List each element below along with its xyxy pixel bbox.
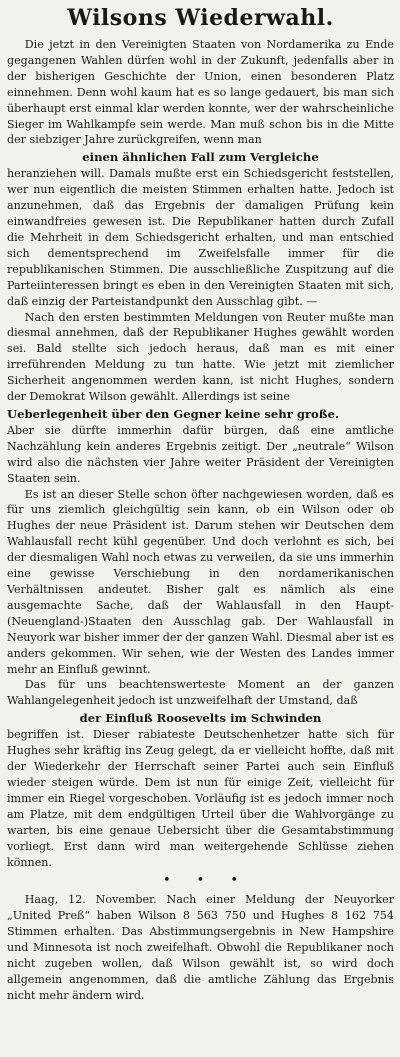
divider-dot: •: [230, 873, 264, 889]
subheading-1: einen ähnlichen Fall zum Vergleiche: [82, 150, 319, 165]
subheading-3: der Einfluß Roosevelts im Schwinden: [79, 711, 322, 726]
divider-dot: •: [196, 873, 231, 889]
paragraph-5: Es ist an dieser Stelle schon öfter nachgewiesen worden, daß es für uns ziemlich gleichgültig sein kann, ob ein Wilson oder ob Hughes der neue Präsident ist. Darum stehen wir Deutschen dem Wahlausfall recht kühl gegenüber. Und doch verlohnt es sich, bei der diesmaligen Wahl noch etwas zu verweilen, da sie uns immerhin eine gewisse Verschiebung in den nordamerikanischen Verhältnissen andeutet. Bisher galt es nämlich als eine ausgemachte Sache, daß der Wahlausfall in den Haupt-(Neuengland-)Staaten den Ausschlag gab. Der Wahlausfall in Neuyork war bisher immer der der ganzen Wahl. Diesmal aber ist es anders gekommen. Wir sehen, wie der Westen des Landes immer mehr an Einfluß gewinnt.: [7, 487, 394, 676]
paragraph-3: Nach den ersten bestimmten Meldungen von Reuter mußte man diesmal annehmen, daß der Republikaner Hughes gewählt worden sei. Bald stellte sich jedoch heraus, daß man es mit einer irreführenden Meldung zu tun hatte. Wie jetzt mit ziemlicher Sicherheit angenommen werden kann, ist nicht Hughes, sondern der Demokrat Wilson gewählt. Allerdings ist seine: [7, 310, 394, 404]
paragraph-4: Aber sie dürfte immerhin dafür bürgen, daß eine amtliche Nachzählung kein anderes Ergebnis zeitigt. Der „neutrale“ Wilson wird also die nächsten vier Jahre weiter Präsident der Vereinigten Staaten sein.: [7, 423, 394, 485]
subheading-2: Ueberlegenheit über den Gegner keine sehr große.: [7, 406, 340, 421]
telegram-paragraph: Haag, 12. November. Nach einer Meldung der Neuyorker „United Preß“ haben Wilson 8 563 750 und Hughes 8 162 754 Stimmen erhalten. Das Abstimmungsergebnis in New Hampshire und Minnesota ist noch zweifelhaft. Obwohl die Republikaner noch nicht zugeben wollen, daß Wilson gewählt ist, so wird doch allgemein angenommen, daß die amtliche Zählung das Ergebnis nicht mehr ändern wird.: [7, 893, 394, 1002]
divider-dot: •: [162, 873, 197, 889]
paragraph-1: Die jetzt in den Vereinigten Staaten von Nordamerika zu Ende gegangenen Wahlen dürfen wohl in der Zukunft, jedenfalls aber in der bisherigen Geschichte der Union, einen besonderen Platz einnehmen. Denn wohl kaum hat es so lange gedauert, bis man sich überhaupt erst einmal klar werden konnte, wer der wahrscheinliche Sieger im Wahlkampfe sein werde. Man muß schon bis in die Mitte der siebziger Jahre zurückgreifen, wenn man: [7, 38, 394, 147]
paragraph-7: begriffen ist. Dieser rabiateste Deutschenhetzer hatte sich für Hughes sehr kräftig ins Zeug gelegt, da er vielleicht hoffte, daß mit der Wiederkehr der Herrschaft seiner Partei auch sein Einfluß wieder steigen würde. Dem ist nun für einige Zeit, vielleicht für immer ein Riegel vorgeschoben. Vorläufig ist es jedoch immer noch am Platze, mit dem endgültigen Urteil über die Wahlvorgänge zu warten, bis eine genaue Uebersicht über die Gesamtabstimmung vorliegt. Erst dann wird man weitergehende Schlüsse ziehen können.: [7, 728, 394, 869]
article-body: [7, 37, 394, 1004]
section-divider: [7, 870, 394, 892]
paragraph-2: heranziehen will. Damals mußte erst ein Schiedsgericht feststellen, wer nun eigentlich die meisten Stimmen erhalten hatte. Jedoch ist anzunehmen, daß das Ergebnis der damaligen Prüfung kein einwandfreies gewesen ist. Die Republikaner hatten durch Zufall die Mehrheit in dem Schiedsgericht erhalten, und man entschied sich dementsprechend im Zweifelsfalle immer für die republikanischen Stimmen. Die ausschließliche Zuspitzung auf die Parteiinteressen bringt es eben in den Vereinigten Staaten mit sich, daß einzig der Parteistandpunkt den Ausschlag gibt. —: [7, 167, 394, 308]
article-title: Wilsons Wiederwahl.: [67, 5, 334, 31]
paragraph-6: Das für uns beachtenswerteste Moment an der ganzen Wahlangelegenheit jedoch ist unzweifelhaft der Umstand, daß: [7, 678, 394, 708]
